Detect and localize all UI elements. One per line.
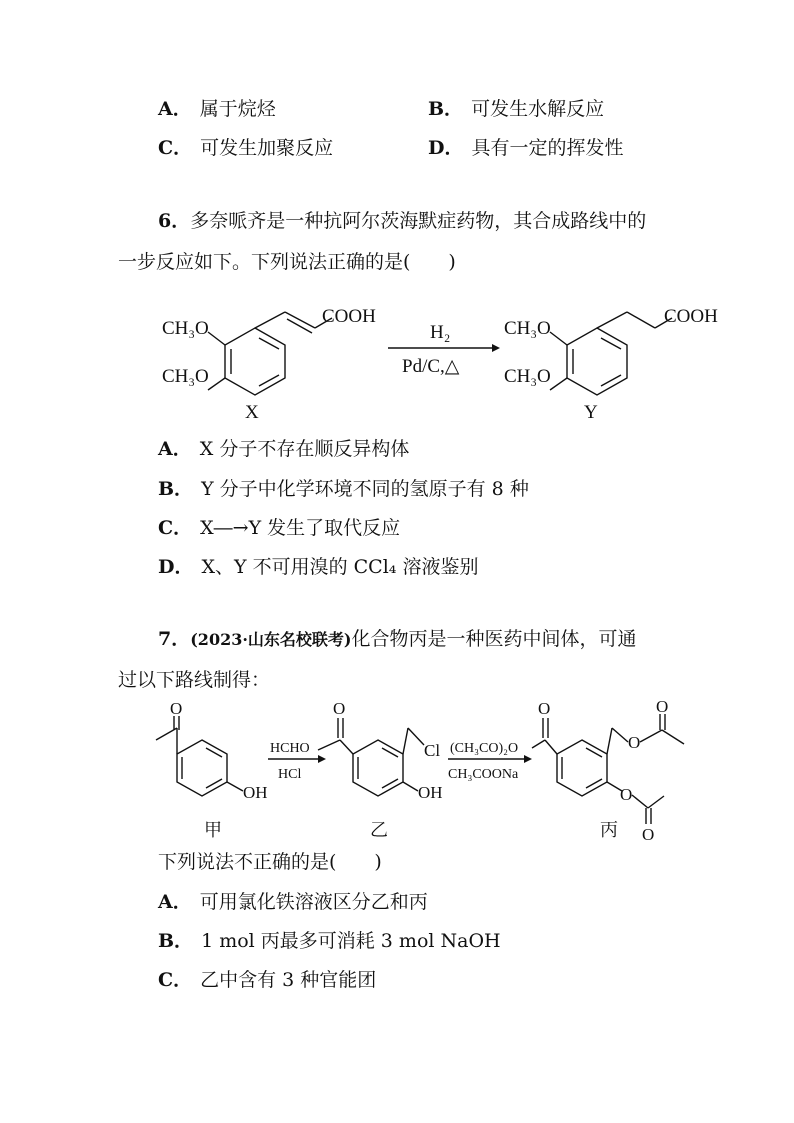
q6-stem-line1: 6．多奈哌齐是一种抗阿尔茨海默症药物，其合成路线中的	[158, 210, 647, 232]
svg-text:HCl: HCl	[278, 767, 302, 782]
q5-option-a: A． 属于烷烃	[158, 98, 276, 120]
q6-option-d: D． X、Y 不可用溴的 CCl₄ 溶液鉴别	[158, 556, 479, 578]
svg-text:O: O	[628, 733, 641, 752]
q7-option-c: C． 乙中含有 3 种官能团	[158, 969, 377, 991]
reaction-arrow-3	[448, 741, 532, 782]
reaction-arrow-1	[388, 322, 500, 377]
svg-text:(CH₃CO)₂O: (CH₃CO)₂O	[450, 741, 519, 756]
label-y: Y	[584, 402, 598, 423]
label-yi: 乙	[370, 820, 388, 840]
molecule-jia	[156, 699, 268, 840]
molecule-yi	[318, 699, 443, 840]
svg-text:CH₃COONa: CH₃COONa	[448, 767, 519, 782]
y-methoxy-2: CH₃O	[504, 366, 551, 387]
q5-option-b: B． 可发生水解反应	[428, 98, 605, 120]
reagent-pdc: Pd/C,△	[402, 356, 460, 377]
x-methoxy-1: CH₃O	[162, 318, 209, 339]
svg-text:O: O	[642, 825, 655, 844]
q6-stem-line2: 一步反应如下。下列说法正确的是( )	[118, 251, 456, 273]
q5-option-d: D． 具有一定的挥发性	[428, 137, 624, 159]
q6-option-b: B． Y 分子中化学环境不同的氢原子有 8 种	[158, 478, 529, 500]
reagent-h2: H₂	[430, 322, 451, 343]
svg-text:O: O	[538, 699, 551, 718]
q7-option-b: B． 1 mol 丙最多可消耗 3 mol NaOH	[158, 930, 501, 952]
y-methoxy-1: CH₃O	[504, 318, 551, 339]
y-carboxyl: COOH	[664, 306, 718, 327]
yi-chloro: Cl	[424, 741, 441, 760]
jia-hydroxyl: OH	[243, 783, 268, 802]
svg-text:O: O	[656, 697, 669, 716]
label-jia: 甲	[204, 820, 222, 840]
label-bing: 丙	[600, 820, 618, 840]
q7-option-a: A． 可用氯化铁溶液区分乙和丙	[158, 891, 428, 913]
molecule-bing	[532, 697, 684, 844]
svg-text:O: O	[333, 699, 346, 718]
svg-text:O: O	[170, 699, 183, 718]
svg-text:HCHO: HCHO	[270, 741, 310, 756]
label-x: X	[245, 402, 259, 423]
q7-question: 下列说法不正确的是( )	[158, 851, 382, 873]
x-carboxyl: COOH	[322, 306, 376, 327]
q6-option-c: C． X―→Y 发生了取代反应	[158, 517, 401, 539]
svg-text:O: O	[620, 785, 633, 804]
q6-option-a: A． X 分子不存在顺反异构体	[158, 438, 410, 460]
q7-stem-line2: 过以下路线制得：	[118, 669, 271, 691]
molecule-x	[162, 306, 376, 423]
molecule-y	[504, 306, 718, 423]
q7-reaction-scheme	[0, 697, 794, 845]
q5-option-c: C． 可发生加聚反应	[158, 137, 334, 159]
q7-stem-line1: 7．(2023·山东名校联考)化合物丙是一种医药中间体，可通	[158, 628, 637, 650]
x-methoxy-2: CH₃O	[162, 366, 209, 387]
q6-reaction-scheme	[0, 290, 794, 430]
reaction-arrow-2	[268, 741, 326, 782]
yi-hydroxyl: OH	[418, 783, 443, 802]
